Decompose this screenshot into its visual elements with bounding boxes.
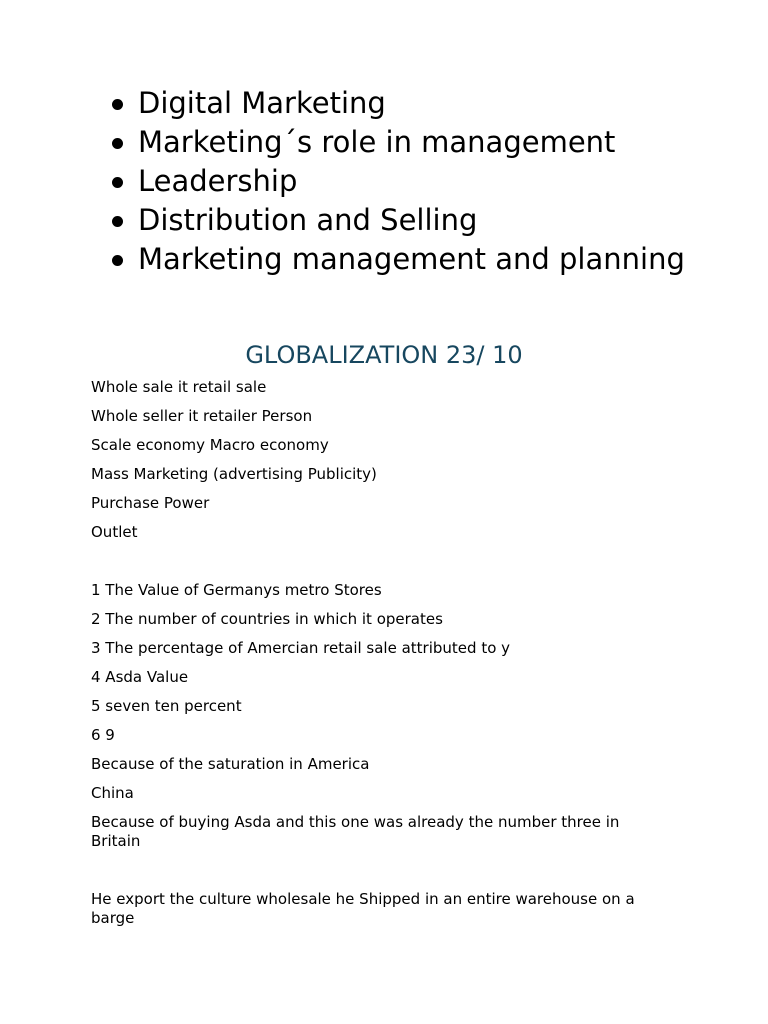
- bullet-item: [108, 123, 688, 162]
- note-line: He export the culture wholesale he Shipped in an entire warehouse on a barge: [91, 890, 635, 927]
- note-line: 4 Asda Value: [91, 668, 189, 686]
- note-line: Whole sale it retail sale: [91, 378, 267, 396]
- note-line: Outlet: [91, 523, 138, 541]
- note-line: 2 The number of countries in which it operates: [91, 610, 443, 628]
- bullet-text: Marketing´s role in management: [138, 125, 616, 159]
- bullet-text: Distribution and Selling: [138, 203, 478, 237]
- bullet-text: Marketing management and planning: [138, 242, 685, 276]
- note-line: 1 The Value of Germanys metro Stores: [91, 581, 382, 599]
- bullet-dot-icon: [112, 216, 123, 227]
- notes-body: [91, 378, 671, 928]
- note-line: Because of the saturation in America: [91, 755, 370, 773]
- bullet-dot-icon: [112, 99, 123, 110]
- note-line: 5 seven ten percent: [91, 697, 242, 715]
- bullet-dot-icon: [112, 177, 123, 188]
- bullet-item: [108, 84, 688, 123]
- note-line: Purchase Power: [91, 494, 210, 512]
- bullet-item: [108, 162, 688, 201]
- bullet-dot-icon: [112, 138, 123, 149]
- bullet-dot-icon: [112, 255, 123, 266]
- section-heading: GLOBALIZATION 23/ 10: [245, 341, 523, 369]
- bullet-text: Digital Marketing: [138, 86, 386, 120]
- note-line: Whole seller it retailer Person: [91, 407, 313, 425]
- note-line: 3 The percentage of Amercian retail sale attributed to y: [91, 639, 511, 657]
- note-line: 6 9: [91, 726, 115, 744]
- bullet-item: [108, 201, 688, 240]
- bullet-item: [108, 240, 688, 279]
- note-line: China: [91, 784, 134, 802]
- topic-bullet-list: [108, 84, 688, 279]
- note-line: Mass Marketing (advertising Publicity): [91, 465, 377, 483]
- note-line: Because of buying Asda and this one was already the number three in Britain: [91, 813, 620, 850]
- note-line: Scale economy Macro economy: [91, 436, 329, 454]
- bullet-text: Leadership: [138, 164, 298, 198]
